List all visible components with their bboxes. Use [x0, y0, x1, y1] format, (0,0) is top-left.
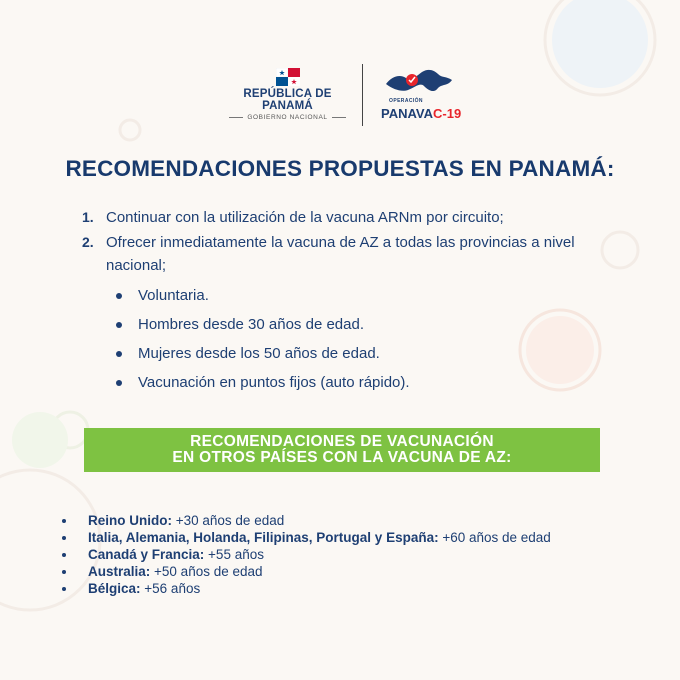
- recommendation-text: Ofrecer inmediatamente la vacuna de AZ a todas las provincias a nivel nacional;: [106, 234, 575, 274]
- sub-bullet-item: Mujeres desde los 50 años de edad.: [116, 343, 596, 372]
- heading-line-2: EN OTROS PAÍSES CON LA VACUNA DE AZ:: [172, 449, 512, 466]
- bullet-icon: [62, 553, 66, 557]
- operation-name: PANAVAC-19: [381, 106, 462, 121]
- recommendation-number: 2.: [82, 234, 94, 250]
- country-item: Australia: +50 años de edad: [62, 563, 662, 580]
- sub-bullet-item: Vacunación en puntos fijos (auto rápido).: [116, 372, 596, 401]
- recommendation-item: [82, 231, 576, 277]
- panama-map-logo-icon: [382, 64, 462, 100]
- government-subtitle: GOBIERNO NACIONAL: [225, 114, 350, 121]
- sub-bullet-list: [116, 285, 596, 401]
- other-countries-heading: [84, 428, 600, 472]
- page-title: RECOMENDACIONES PROPUESTAS EN PANAMÁ:: [65, 156, 615, 181]
- bullet-icon: [62, 519, 66, 523]
- recommendation-item: [82, 206, 642, 229]
- operation-label: OPERACIÓN: [389, 98, 423, 104]
- bullet-icon: [116, 351, 122, 357]
- sub-bullet-item: Hombres desde 30 años de edad.: [116, 314, 596, 343]
- bullet-icon: [116, 380, 122, 386]
- government-logo: [225, 68, 350, 121]
- country-item: Reino Unido: +30 años de edad: [62, 512, 662, 529]
- bullet-icon: [116, 293, 122, 299]
- recommendation-text: Continuar con la utilización de la vacuna ARNm por circuito;: [106, 209, 504, 226]
- country-item: Bélgica: +56 años: [62, 580, 662, 597]
- government-name: REPÚBLICA DE PANAMÁ: [243, 88, 332, 112]
- header-divider: [362, 64, 363, 126]
- country-list: [62, 512, 662, 597]
- operation-logo: [376, 62, 466, 124]
- bullet-icon: [62, 536, 66, 540]
- panama-flag-icon: [276, 68, 300, 86]
- country-item: Italia, Alemania, Holanda, Filipinas, Portugal y España: +60 años de edad: [62, 529, 662, 546]
- bullet-icon: [62, 570, 66, 574]
- recommendation-list: [82, 206, 642, 279]
- country-item: Canadá y Francia: +55 años: [62, 546, 662, 563]
- header: [0, 62, 680, 132]
- sub-bullet-item: Voluntaria.: [116, 285, 596, 314]
- heading-line-1: RECOMENDACIONES DE VACUNACIÓN: [190, 433, 494, 450]
- recommendation-number: 1.: [82, 209, 94, 225]
- bullet-icon: [62, 587, 66, 591]
- bullet-icon: [116, 322, 122, 328]
